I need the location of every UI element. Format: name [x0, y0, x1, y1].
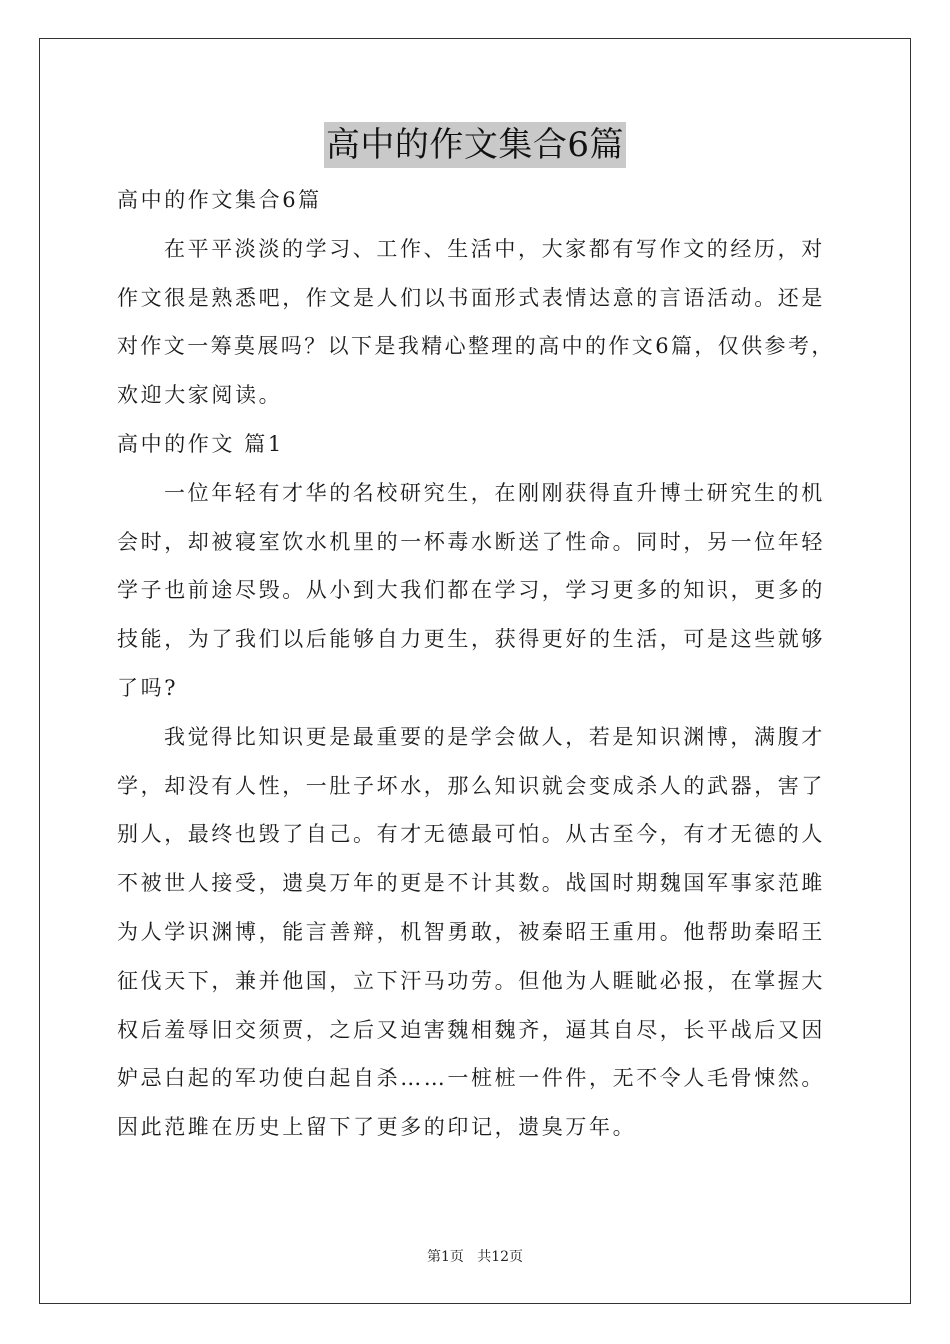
- text-line: 欢迎大家阅读。: [117, 383, 283, 408]
- text-line: 高中的作文 篇1: [117, 431, 284, 456]
- text-line: 作文很是熟悉吧，作文是人们以书面形式表情达意的言语活动。还是: [117, 285, 825, 310]
- text-line: 因此范雎在历史上留下了更多的印记，遗臭万年。: [117, 1115, 637, 1140]
- text-line: 会时，却被寝室饮水机里的一杯毒水断送了性命。同时，另一位年轻: [117, 529, 825, 554]
- text-line: 高中的作文集合6篇: [117, 188, 322, 212]
- document-title: 高中的作文集合6篇: [324, 122, 626, 168]
- text-line: 为人学识渊博，能言善辩，机智勇敢，被秦昭王重用。他帮助秦昭王: [117, 919, 825, 944]
- text-line: 学子也前途尽毁。从小到大我们都在学习，学习更多的知识，更多的: [117, 578, 825, 603]
- page-footer: 第1页 共12页: [426, 1249, 524, 1265]
- text-line: 技能，为了我们以后能够自力更生，获得更好的生活，可是这些就够: [117, 627, 825, 652]
- text-line: 一位年轻有才华的名校研究生，在刚刚获得直升博士研究生的机: [164, 480, 825, 505]
- text-line: 我觉得比知识更是最重要的是学会做人，若是知识渊博，满腹才: [164, 724, 825, 749]
- text-line: 不被世人接受，遗臭万年的更是不计其数。战国时期魏国军事家范雎: [117, 871, 825, 896]
- document-body: [117, 176, 839, 1152]
- text-line: 别人，最终也毁了自己。有才无德最可怕。从古至今，有才无德的人: [117, 822, 825, 847]
- text-line: 征伐天下，兼并他国，立下汗马功劳。但他为人睚眦必报，在掌握大: [117, 968, 825, 993]
- text-line: 了吗?: [117, 675, 179, 700]
- text-line: 在平平淡淡的学习、工作、生活中，大家都有写作文的经历，对: [164, 236, 825, 261]
- text-line: 权后羞辱旧交须贾，之后又迫害魏相魏齐，逼其自尽，长平战后又因: [117, 1017, 825, 1042]
- text-line: 对作文一筹莫展吗？以下是我精心整理的高中的作文6篇，仅供参考，: [117, 334, 835, 359]
- text-line: 学，却没有人性，一肚子坏水，那么知识就会变成杀人的武器，害了: [117, 773, 825, 798]
- document-title-container: [0, 122, 950, 172]
- text-line: 妒忌白起的军功使白起自杀……一桩桩一件件，无不令人毛骨悚然。: [117, 1066, 825, 1091]
